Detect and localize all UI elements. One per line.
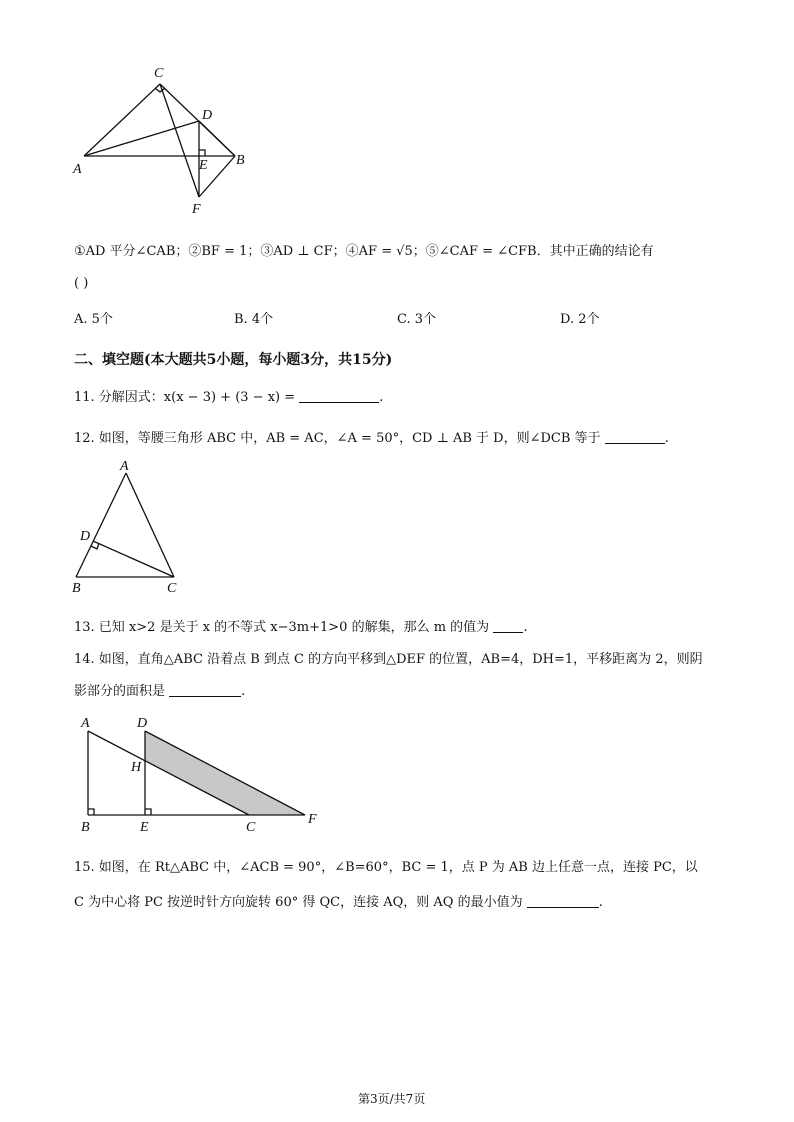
q10-statements-text: ①AD 平分∠CAB；②BF = 1；③AD ⊥ CF；④AF = √5；⑤∠CAF = ∠CFB．其中正确的结论有 xyxy=(74,244,654,259)
q10-label-A: A xyxy=(73,162,82,177)
q12-text: 12. 如图，等腰三角形 ABC 中，AB = AC，∠A = 50°，CD ⊥ AB 于 D，则∠DCB 等于 xyxy=(74,431,601,446)
q14-label-D: D xyxy=(137,716,148,731)
q10-paren: ( ) xyxy=(74,276,89,291)
q15-line2 xyxy=(74,891,603,910)
q10-statements xyxy=(74,240,654,259)
q15-end: . xyxy=(598,895,603,910)
section-title: 二、填空题(本大题共5小题，每小题3分，共15分) xyxy=(74,352,393,368)
q10-label-D: D xyxy=(202,108,213,123)
q14-label-A: A xyxy=(81,716,90,731)
q10-option-c: C. 3个 xyxy=(397,312,437,327)
q12-label-C: C xyxy=(167,581,177,596)
q14-label-F: F xyxy=(308,812,317,827)
q10-option-d: D. 2个 xyxy=(560,312,600,327)
q11-answer-blank[interactable] xyxy=(299,390,379,403)
q12-label-A: A xyxy=(120,459,129,474)
q10-figure xyxy=(70,62,260,218)
q12-end: . xyxy=(664,431,669,446)
q15-line1: 15. 如图，在 Rt△ABC 中，∠ACB = 90°，∠B=60°，BC = 1，点 P 为 AB 边上任意一点，连接 PC，以 xyxy=(74,860,698,875)
q12 xyxy=(74,427,669,446)
q12-figure xyxy=(70,456,190,598)
q11 xyxy=(74,386,383,405)
q14-label-H: H xyxy=(131,760,142,775)
q10-label-B: B xyxy=(236,153,245,168)
q10-label-E: E xyxy=(199,158,208,173)
q14-label-E: E xyxy=(140,820,149,835)
q14-label-B: B xyxy=(81,820,90,835)
q14-line2 xyxy=(74,680,245,699)
q15-line2-text: C 为中心将 PC 按逆时针方向旋转 60° 得 QC，连接 AQ，则 AQ 的最小值为 xyxy=(74,895,523,910)
q13-end: . xyxy=(523,620,528,635)
q12-label-B: B xyxy=(72,581,81,596)
q13-text: 13. 已知 x>2 是关于 x 的不等式 x−3m+1>0 的解集，那么 m 的值为 xyxy=(74,620,490,635)
q10-label-C: C xyxy=(154,66,164,81)
q14-end: . xyxy=(241,684,246,699)
q15-answer-blank[interactable] xyxy=(527,895,599,908)
q13-answer-blank[interactable] xyxy=(493,620,523,633)
q11-text: 11. 分解因式：x(x − 3) + (3 − x) = xyxy=(74,390,296,405)
q11-end: . xyxy=(379,390,384,405)
q13 xyxy=(74,616,527,635)
q14-line2-text: 影部分的面积是 xyxy=(74,684,166,699)
q10-label-F: F xyxy=(192,202,201,217)
q10-option-a: A. 5个 xyxy=(74,312,113,327)
q10-option-b: B. 4个 xyxy=(234,312,274,327)
q12-answer-blank[interactable] xyxy=(605,431,665,444)
q14-figure xyxy=(76,712,326,838)
q12-label-D: D xyxy=(80,529,91,544)
page-footer: 第3页/共7页 xyxy=(358,1092,426,1106)
q14-answer-blank[interactable] xyxy=(169,684,241,697)
q14-line1: 14. 如图，直角△ABC 沿着点 B 到点 C 的方向平移到△DEF 的位置，AB=4，DH=1，平移距离为 2，则阴 xyxy=(74,652,703,667)
q14-label-C: C xyxy=(246,820,256,835)
